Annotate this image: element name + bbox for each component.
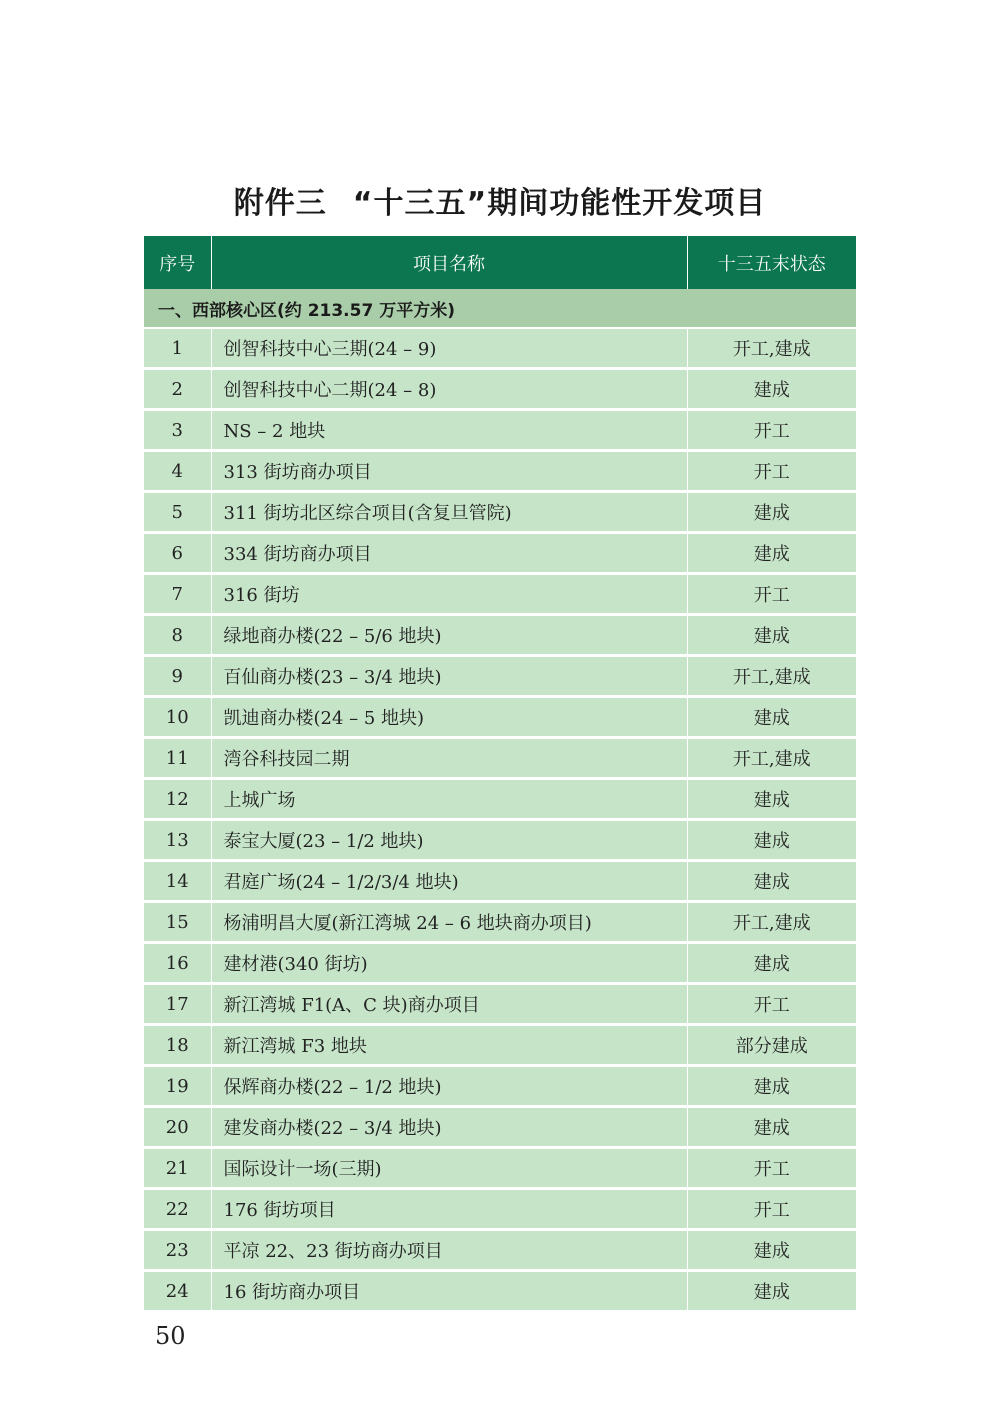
row-number: 13 (144, 820, 211, 861)
project-status: 建成 (687, 533, 856, 574)
project-name: 新江湾城 F3 地块 (211, 1025, 687, 1066)
project-name: 国际设计一场(三期) (211, 1148, 687, 1189)
project-name: 16 街坊商办项目 (211, 1271, 687, 1311)
table-row (144, 779, 856, 820)
row-number: 6 (144, 533, 211, 574)
row-number: 15 (144, 902, 211, 943)
project-status: 建成 (687, 615, 856, 656)
table-row (144, 984, 856, 1025)
project-name: 泰宝大厦(23 – 1/2 地块) (211, 820, 687, 861)
project-name: 湾谷科技园二期 (211, 738, 687, 779)
row-number: 5 (144, 492, 211, 533)
row-number: 12 (144, 779, 211, 820)
row-number: 24 (144, 1271, 211, 1311)
project-status: 部分建成 (687, 1025, 856, 1066)
row-number: 3 (144, 410, 211, 451)
table-row (144, 410, 856, 451)
project-name: 绿地商办楼(22 – 5/6 地块) (211, 615, 687, 656)
project-table (144, 236, 856, 1310)
row-number: 10 (144, 697, 211, 738)
header-number: 序号 (144, 236, 211, 289)
page-number: 50 (155, 1322, 186, 1350)
table-row (144, 1271, 856, 1311)
table-row (144, 1107, 856, 1148)
project-name: 平凉 22、23 街坊商办项目 (211, 1230, 687, 1271)
section-row (144, 289, 856, 328)
project-name: 316 街坊 (211, 574, 687, 615)
table-row (144, 697, 856, 738)
project-status: 开工 (687, 1189, 856, 1230)
table-row (144, 1189, 856, 1230)
project-name: 百仙商办楼(23 – 3/4 地块) (211, 656, 687, 697)
table-row (144, 451, 856, 492)
project-name: 建发商办楼(22 – 3/4 地块) (211, 1107, 687, 1148)
project-name: 上城广场 (211, 779, 687, 820)
row-number: 9 (144, 656, 211, 697)
table-row (144, 1148, 856, 1189)
project-name: 保辉商办楼(22 – 1/2 地块) (211, 1066, 687, 1107)
row-number: 20 (144, 1107, 211, 1148)
project-status: 建成 (687, 820, 856, 861)
project-status: 建成 (687, 1271, 856, 1311)
project-status: 建成 (687, 369, 856, 410)
project-status: 开工,建成 (687, 902, 856, 943)
row-number: 2 (144, 369, 211, 410)
project-status: 建成 (687, 943, 856, 984)
header-status: 十三五末状态 (687, 236, 856, 289)
project-status: 建成 (687, 492, 856, 533)
table-row (144, 533, 856, 574)
row-number: 22 (144, 1189, 211, 1230)
title-main: “十三五”期间功能性开发项目 (352, 186, 767, 221)
project-status: 开工 (687, 410, 856, 451)
project-name: NS – 2 地块 (211, 410, 687, 451)
row-number: 7 (144, 574, 211, 615)
project-status: 建成 (687, 861, 856, 902)
title-prefix: 附件三 (233, 186, 327, 221)
project-name: 凯迪商办楼(24 – 5 地块) (211, 697, 687, 738)
row-number: 19 (144, 1066, 211, 1107)
table-row (144, 492, 856, 533)
project-name: 创智科技中心二期(24 – 8) (211, 369, 687, 410)
table-row (144, 861, 856, 902)
project-status: 开工 (687, 451, 856, 492)
project-status: 建成 (687, 1107, 856, 1148)
row-number: 21 (144, 1148, 211, 1189)
table-row (144, 656, 856, 697)
project-name: 313 街坊商办项目 (211, 451, 687, 492)
table-row (144, 1025, 856, 1066)
row-number: 1 (144, 328, 211, 369)
row-number: 23 (144, 1230, 211, 1271)
project-status: 建成 (687, 779, 856, 820)
page-title (0, 178, 1000, 222)
table-row (144, 328, 856, 369)
row-number: 16 (144, 943, 211, 984)
table-row (144, 369, 856, 410)
project-name: 君庭广场(24 – 1/2/3/4 地块) (211, 861, 687, 902)
table-header-row (144, 236, 856, 289)
project-name: 新江湾城 F1(A、C 块)商办项目 (211, 984, 687, 1025)
project-name: 杨浦明昌大厦(新江湾城 24 – 6 地块商办项目) (211, 902, 687, 943)
row-number: 4 (144, 451, 211, 492)
table-row (144, 738, 856, 779)
project-status: 开工 (687, 574, 856, 615)
row-number: 8 (144, 615, 211, 656)
project-name: 334 街坊商办项目 (211, 533, 687, 574)
table-row (144, 943, 856, 984)
row-number: 18 (144, 1025, 211, 1066)
table-row (144, 902, 856, 943)
row-number: 14 (144, 861, 211, 902)
project-status: 开工 (687, 1148, 856, 1189)
table-row (144, 574, 856, 615)
table-row (144, 1230, 856, 1271)
table-row (144, 1066, 856, 1107)
project-name: 311 街坊北区综合项目(含复旦管院) (211, 492, 687, 533)
project-status: 建成 (687, 1066, 856, 1107)
project-status: 开工,建成 (687, 328, 856, 369)
row-number: 17 (144, 984, 211, 1025)
project-name: 176 街坊项目 (211, 1189, 687, 1230)
header-project-name: 项目名称 (211, 236, 687, 289)
row-number: 11 (144, 738, 211, 779)
project-status: 开工 (687, 984, 856, 1025)
project-status: 建成 (687, 697, 856, 738)
project-status: 开工,建成 (687, 656, 856, 697)
table-row (144, 615, 856, 656)
section-title: 一、西部核心区(约 213.57 万平方米) (144, 289, 856, 328)
table-row (144, 820, 856, 861)
project-name: 创智科技中心三期(24 – 9) (211, 328, 687, 369)
project-name: 建材港(340 街坊) (211, 943, 687, 984)
project-status: 建成 (687, 1230, 856, 1271)
project-status: 开工,建成 (687, 738, 856, 779)
